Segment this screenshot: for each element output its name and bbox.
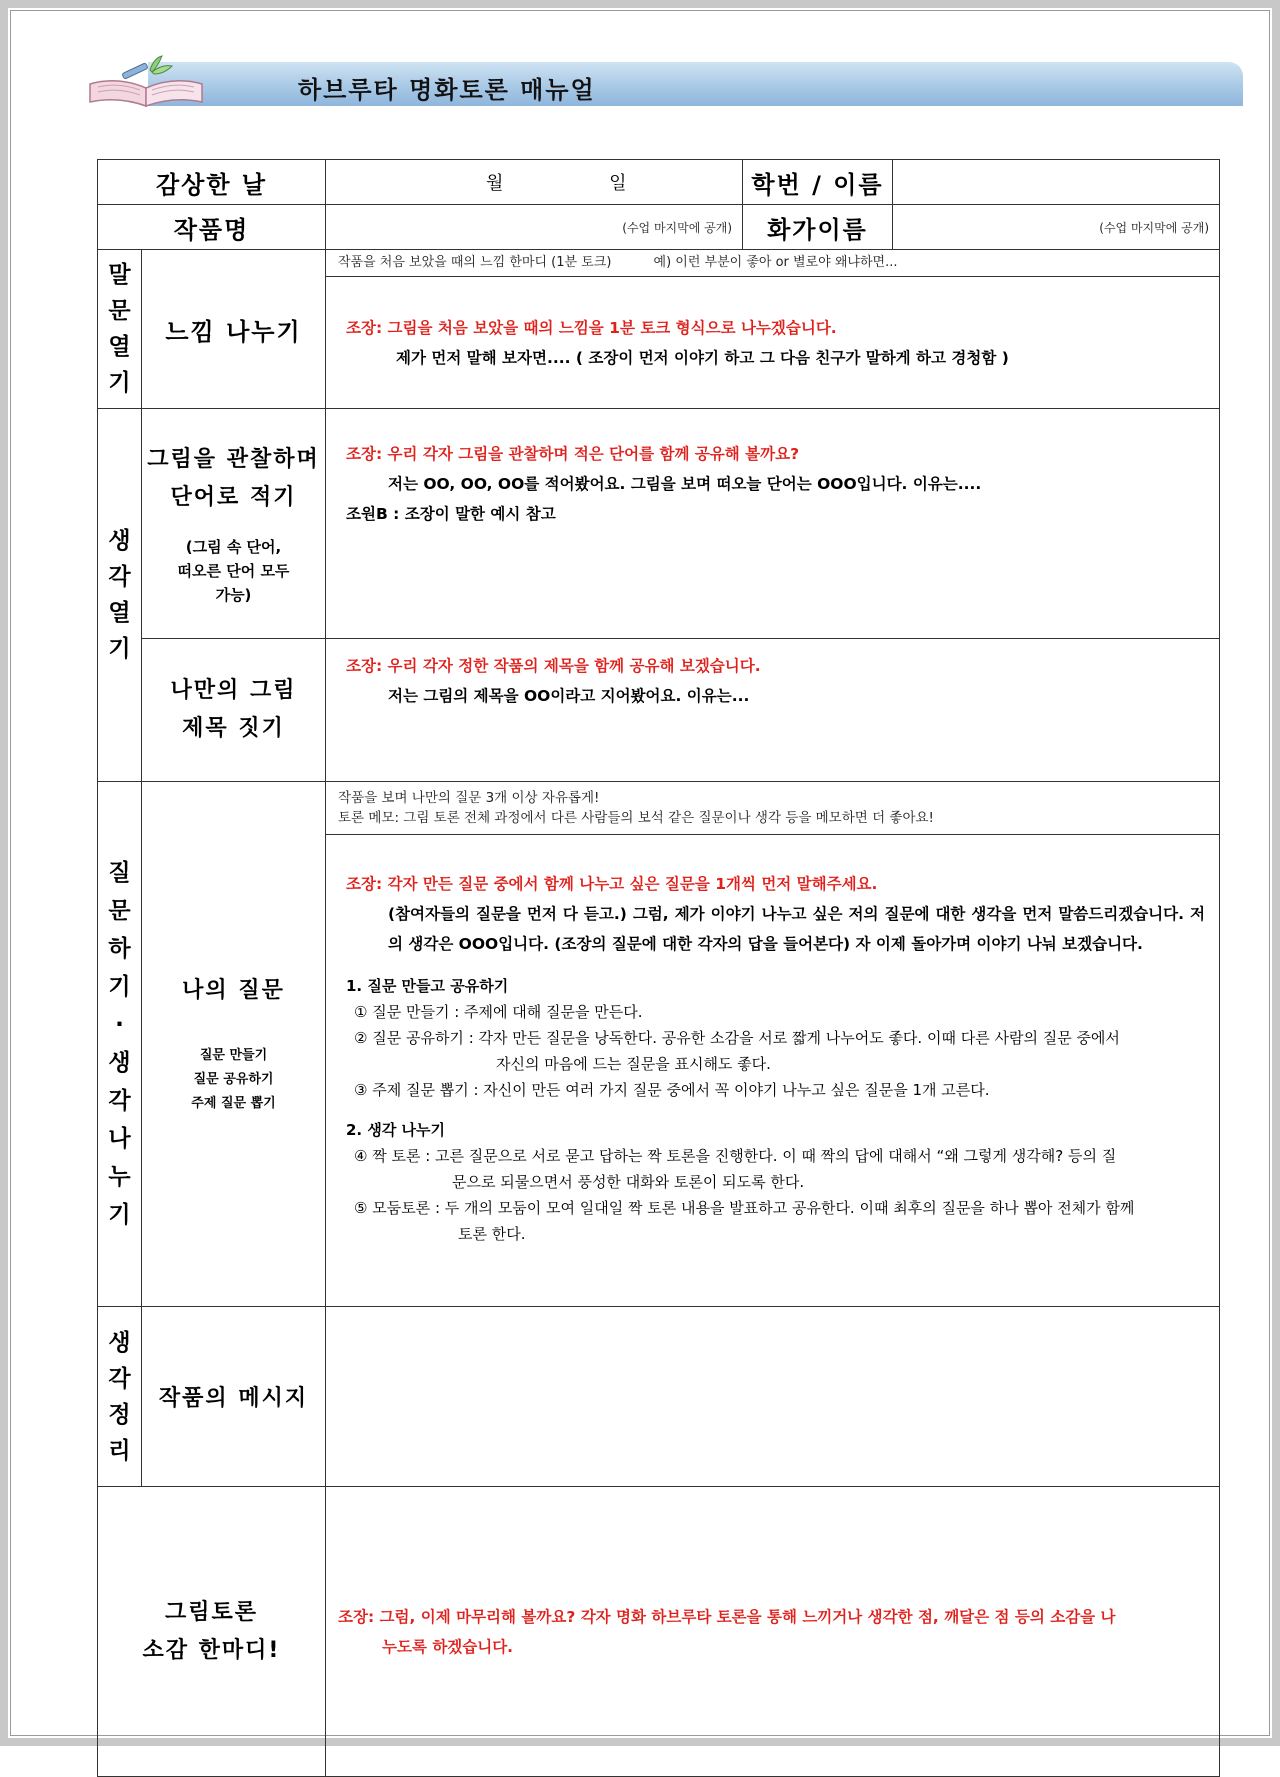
step4b: 문으로 되물으면서 풍성한 대화와 토론이 되도록 한다. <box>452 1173 805 1191</box>
section1-guide-left: 작품을 처음 보았을 때의 느낌 한마디 (1분 토크) <box>338 255 612 270</box>
id-name-label: 학번 / 이름 <box>743 160 893 205</box>
work-title-label: 작품명 <box>98 205 326 250</box>
date-label: 감상한 날 <box>98 160 326 205</box>
section3-red-line: 조장: 각자 만든 질문 중에서 함께 나누고 싶은 질문을 1개씩 먼저 말해주세요. <box>346 875 878 893</box>
section4-vertical-label: 생 각 정 리 <box>98 1307 142 1487</box>
my-title-label: 나만의 그림 제목 짓기 <box>142 639 326 782</box>
row-section2a <box>98 409 1220 639</box>
section1-guide-right: 예) 이런 부분이 좋아 or 별로야 왜냐하면... <box>653 255 898 270</box>
section3-guide <box>326 782 1220 835</box>
id-name-field[interactable] <box>893 160 1220 205</box>
row-section3-guide <box>98 782 1220 835</box>
section3-vertical-label: 질 문 하 기 · 생 각 나 누 기 <box>98 782 142 1307</box>
manual-table <box>97 159 1220 1777</box>
section2b-content[interactable] <box>326 639 1220 782</box>
open-book-icon <box>88 54 208 110</box>
artist-field[interactable] <box>893 205 1220 250</box>
section1-line2: 제가 먼저 말해 보자면.... ( 조장이 먼저 이야기 하고 그 다음 친구가 말하게 하고 경청함 ) <box>396 348 1009 367</box>
feeling-share-label: 느낌 나누기 <box>142 250 326 409</box>
reflection-label: 그림토론 소감 한마디! <box>98 1487 326 1777</box>
month-label: 월 <box>486 173 504 194</box>
work-message-label: 작품의 메시지 <box>142 1307 326 1487</box>
row-date <box>98 160 1220 205</box>
row-section2b <box>98 639 1220 782</box>
date-field[interactable] <box>326 160 743 205</box>
step5b: 토론 한다. <box>458 1225 526 1243</box>
artist-label: 화가이름 <box>743 205 893 250</box>
step4a: ④ 짝 토론 : 고른 질문으로 서로 묻고 답하는 짝 토론을 진행한다. 이 때 짝의 답에 대해서 “왜 그렇게 생각해? 등의 질 <box>354 1147 1117 1165</box>
section3-heading2: 2. 생각 나누기 <box>346 1121 446 1139</box>
page-title: 하브루타 명화토론 매뉴얼 <box>298 76 596 104</box>
section5-line1: 조장: 그럼, 이제 마무리해 볼까요? 각자 명화 하브루타 토론을 통해 느끼거나 생각한 점, 깨달은 점 등의 소감을 나 <box>338 1607 1116 1626</box>
step3: ③ 주제 질문 뽑기 : 자신이 만든 여러 가지 질문 중에서 꼭 이야기 나누고 싶은 질문을 1개 고른다. <box>354 1081 990 1099</box>
section2a-line3: 조원B : 조장이 말한 예시 참고 <box>346 505 556 523</box>
section5-line2: 누도록 하겠습니다. <box>382 1637 514 1656</box>
row-section5 <box>98 1487 1220 1777</box>
section1-guide <box>326 250 1220 277</box>
section2-vertical-label: 생 각 열 기 <box>98 409 142 782</box>
section3-guide1: 작품을 보며 나만의 질문 3개 이상 자유롭게! <box>338 790 600 806</box>
work-title-note: (수업 마지막에 공개) <box>622 220 732 235</box>
section3-heading1: 1. 질문 만들고 공유하기 <box>346 977 509 995</box>
section1-line1: 조장: 그림을 처음 보았을 때의 느낌을 1분 토크 형식으로 나누겠습니다. <box>346 318 837 337</box>
artist-note: (수업 마지막에 공개) <box>1099 220 1209 235</box>
section2a-content[interactable] <box>326 409 1220 639</box>
observe-words-label: 그림을 관찰하며 단어로 적기 (그림 속 단어, 떠오른 단어 모두 가능) <box>142 409 326 639</box>
work-message-field[interactable] <box>326 1307 1220 1487</box>
step1: ① 질문 만들기 : 주제에 대해 질문을 만든다. <box>354 1003 643 1021</box>
section2b-line1: 조장: 우리 각자 정한 작품의 제목을 함께 공유해 보겠습니다. <box>346 657 761 675</box>
section1-vertical-label: 말 문 열 기 <box>98 250 142 409</box>
work-title-field[interactable] <box>326 205 743 250</box>
section2b-line2: 저는 그림의 제목을 OO이라고 지어봤어요. 이유는... <box>388 687 750 705</box>
section2a-line2: 저는 OO, OO, OO를 적어봤어요. 그림을 보며 떠오늘 단어는 OOO입니다. 이유는.... <box>388 475 982 493</box>
section1-content[interactable] <box>326 277 1220 409</box>
section2a-line1: 조장: 우리 각자 그림을 관찰하며 적은 단어를 함께 공유해 볼까요? <box>346 445 800 463</box>
row-section4 <box>98 1307 1220 1487</box>
step5a: ⑤ 모둠토론 : 두 개의 모둠이 모여 일대일 짝 토론 내용을 발표하고 공유한다. 이때 최후의 질문을 하나 뽑아 전체가 함께 <box>354 1199 1135 1217</box>
section3-guide2: 토론 메모: 그림 토론 전체 과정에서 다른 사람들의 보석 같은 질문이나 생각 등을 메모하면 더 좋아요! <box>338 810 934 826</box>
header-banner <box>88 62 1243 108</box>
step2b: 자신의 마음에 드는 질문을 표시해도 좋다. <box>496 1055 771 1073</box>
row-section1-guide <box>98 250 1220 277</box>
section3-content[interactable] <box>326 835 1220 1307</box>
my-question-label: 나의 질문 질문 만들기 질문 공유하기 주제 질문 뽑기 <box>142 782 326 1307</box>
row-work <box>98 205 1220 250</box>
step2a: ② 질문 공유하기 : 각자 만든 질문을 낭독한다. 공유한 소감을 서로 짧게 나누어도 좋다. 이때 다른 사람의 질문 중에서 <box>354 1029 1120 1047</box>
section3-bold-para: (참여자들의 질문을 먼저 다 듣고.) 그럼, 제가 이야기 나누고 싶은 저의 질문에 대한 생각을 먼저 말씀드리겠습니다. 저의 생각은 OOO입니다. (조장의 질문에 대한 각자의 답을 들어본다) 자 이제 돌아가며 이야기 나눠 보겠습니다. <box>388 905 1205 953</box>
reflection-content[interactable] <box>326 1487 1220 1777</box>
day-label: 일 <box>609 173 627 194</box>
